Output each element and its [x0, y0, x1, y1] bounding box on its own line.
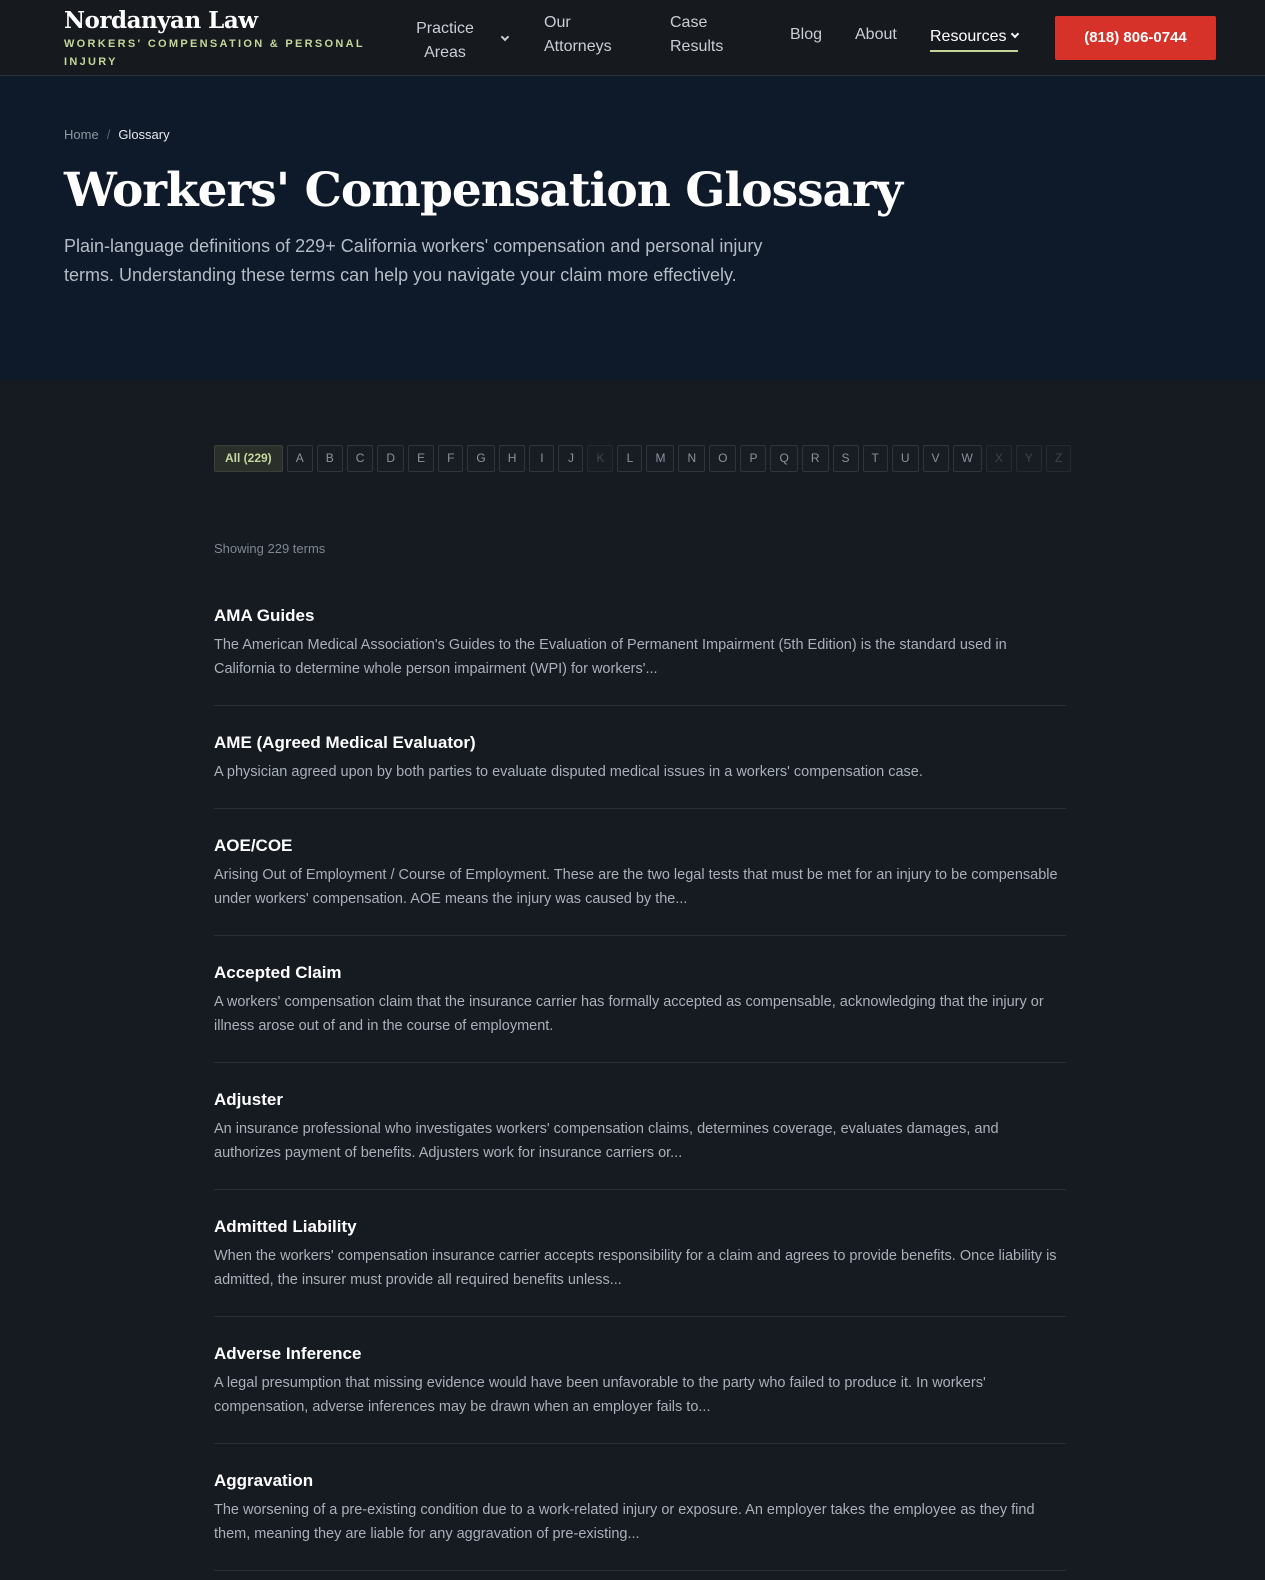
brand-tagline: WORKERS' COMPENSATION & PERSONAL INJURY — [64, 38, 365, 68]
filter-letter-d[interactable]: D — [377, 445, 404, 472]
filter-letter-t[interactable]: T — [863, 445, 888, 472]
filter-letter-u[interactable]: U — [892, 445, 919, 472]
term-name[interactable]: AME (Agreed Medical Evaluator) — [214, 733, 476, 752]
filter-letter-a[interactable]: A — [287, 445, 313, 472]
hero — [0, 76, 1265, 380]
nav-about[interactable]: About — [855, 26, 897, 43]
filter-letter-q[interactable]: Q — [770, 445, 797, 472]
term-definition: The worsening of a pre-existing condition due to a work-related injury or exposure. An employer takes the employee as they find them, meaning they are liable for any aggravation of pre-existing... — [214, 1502, 1035, 1542]
term-definition: The American Medical Association's Guides to the Evaluation of Permanent Impairment (5th Edition) is the standard used in California to determine whole person impairment (WPI) for workers'... — [214, 637, 1007, 677]
filter-letter-g[interactable]: G — [467, 445, 494, 472]
nav-practice-areas[interactable]: Practice Areas — [416, 20, 474, 61]
filter-letter-m[interactable]: M — [646, 445, 674, 472]
filter-letter-l[interactable]: L — [617, 445, 642, 472]
chevron-down-icon[interactable] — [496, 28, 508, 52]
glossary-term — [214, 1468, 1066, 1571]
filter-letter-j[interactable]: J — [558, 445, 583, 472]
phone-button[interactable]: (818) 806-0744 — [1055, 16, 1216, 60]
filter-letter-x: X — [986, 445, 1012, 472]
term-name[interactable]: Accepted Claim — [214, 963, 342, 982]
glossary-term — [214, 1087, 1066, 1190]
page-title: Workers' Compensation Glossary — [64, 163, 903, 218]
term-definition: When the workers' compensation insurance carrier accepts responsibility for a claim and agrees to provide benefits. Once liability is admitted, the insurer must provide all required benefits unless... — [214, 1248, 1057, 1288]
term-name[interactable]: Admitted Liability — [214, 1217, 357, 1236]
filter-letter-w[interactable]: W — [953, 445, 982, 472]
glossary-term — [214, 1341, 1066, 1444]
term-definition: An insurance professional who investigates workers' compensation claims, determines coverage, evaluates damages, and authorizes payment of benefits. Adjusters work for insurance carriers or... — [214, 1121, 999, 1161]
term-name[interactable]: AOE/COE — [214, 836, 293, 855]
chevron-down-icon — [1011, 30, 1019, 38]
brand-name[interactable]: Nordanyan Law — [64, 7, 258, 34]
nav-resources[interactable] — [930, 25, 1018, 52]
filter-letter-c[interactable]: C — [347, 445, 374, 472]
filter-letter-k: K — [587, 445, 613, 472]
breadcrumb-current: Glossary — [118, 127, 170, 142]
glossary-term — [214, 960, 1066, 1063]
term-definition: Arising Out of Employment / Course of Employment. These are the two legal tests that must be met for an injury to be compensable under workers' compensation. AOE means the injury was caused by the... — [214, 867, 1058, 907]
filter-letter-r[interactable]: R — [802, 445, 829, 472]
filter-letter-e[interactable]: E — [408, 445, 434, 472]
term-definition: A legal presumption that missing evidence would have been unfavorable to the party who failed to produce it. In workers' compensation, adverse inferences may be drawn when an employer fails to... — [214, 1375, 986, 1415]
filter-letter-f[interactable]: F — [438, 445, 463, 472]
filter-letter-y: Y — [1016, 445, 1042, 472]
filter-letter-v[interactable]: V — [923, 445, 949, 472]
letter-filter — [214, 445, 1074, 472]
glossary-term — [214, 603, 1066, 706]
filter-letter-z: Z — [1046, 445, 1071, 472]
term-name[interactable]: Adverse Inference — [214, 1344, 362, 1363]
nav-resources-label: Resources — [930, 28, 1007, 45]
filter-letter-i[interactable]: I — [529, 445, 554, 472]
breadcrumb-separator: / — [106, 127, 111, 142]
filter-letter-b[interactable]: B — [317, 445, 343, 472]
glossary-term — [214, 730, 1066, 809]
filter-letter-n[interactable]: N — [678, 445, 705, 472]
hero-description: Plain-language definitions of 229+ California workers' compensation and personal injury terms. Understanding these terms can help you navigate your claim more effectively. — [64, 236, 763, 285]
site-header — [0, 0, 1265, 76]
breadcrumb-home[interactable]: Home — [64, 127, 99, 142]
filter-all-button[interactable]: All (229) — [214, 445, 283, 472]
glossary-term — [214, 1214, 1066, 1317]
filter-letter-h[interactable]: H — [499, 445, 526, 472]
filter-letter-s[interactable]: S — [833, 445, 859, 472]
nav-blog[interactable]: Blog — [790, 26, 823, 43]
term-definition: A physician agreed upon by both parties to evaluate disputed medical issues in a workers' compensation case. — [214, 764, 923, 780]
nav-our-attorneys[interactable]: Our Attorneys — [544, 14, 612, 55]
brand-logo[interactable] — [64, 7, 374, 71]
filter-letter-p[interactable]: P — [740, 445, 766, 472]
term-name[interactable]: AMA Guides — [214, 606, 315, 625]
term-name[interactable]: Aggravation — [214, 1471, 314, 1490]
term-list — [214, 603, 1066, 1580]
term-definition: A workers' compensation claim that the insurance carrier has formally accepted as compensable, acknowledging that the injury or illness arose out of and in the course of employment. — [214, 994, 1044, 1034]
showing-count: Showing 229 terms — [214, 541, 326, 556]
nav-case-results[interactable]: Case Results — [670, 14, 724, 55]
glossary-main — [0, 380, 1265, 1580]
glossary-term — [214, 833, 1066, 936]
filter-letter-o[interactable]: O — [709, 445, 736, 472]
term-name[interactable]: Adjuster — [214, 1090, 283, 1109]
breadcrumb — [64, 126, 170, 144]
